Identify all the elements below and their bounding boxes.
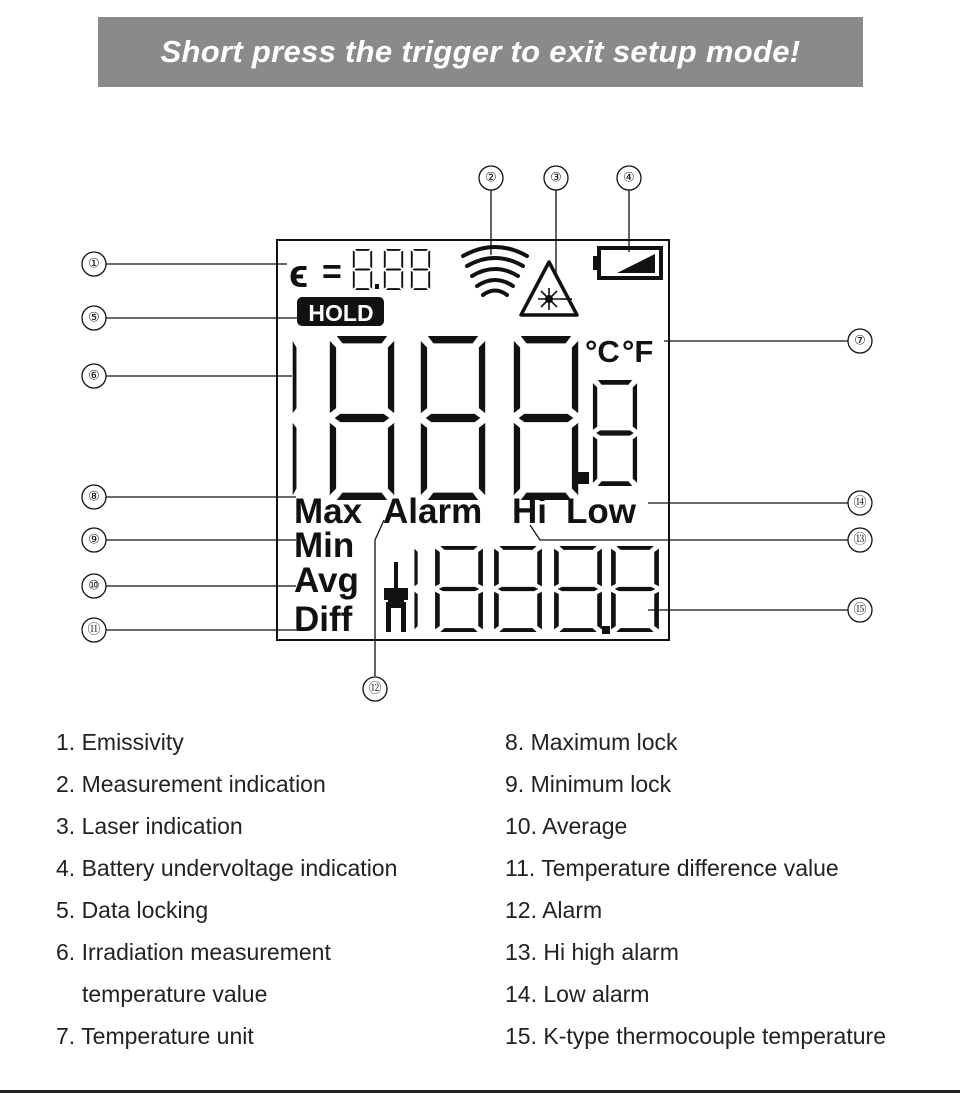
secondary-temperature-digits xyxy=(414,546,658,634)
callout-5 xyxy=(82,306,106,330)
emissivity-digits xyxy=(353,249,430,290)
legend-item: 3. Laser indication xyxy=(56,813,243,839)
battery-icon xyxy=(593,248,661,278)
callout-8 xyxy=(82,485,106,509)
svg-text:①: ① xyxy=(88,256,100,272)
callout-15 xyxy=(848,598,872,622)
svg-text:⑮: ⑮ xyxy=(853,602,867,618)
legend-right-column xyxy=(505,722,886,1058)
callout-9 xyxy=(82,528,106,552)
legend-left-column xyxy=(56,722,397,1058)
svg-text:⑭: ⑭ xyxy=(853,495,867,511)
epsilon-symbol: ϵ xyxy=(289,252,309,296)
svg-text:⑤: ⑤ xyxy=(88,310,100,326)
legend-item: 8. Maximum lock xyxy=(505,729,678,755)
callout-6 xyxy=(82,364,106,388)
callout-10 xyxy=(82,574,106,598)
legend-item: 11. Temperature difference value xyxy=(505,855,839,881)
svg-text:⑬: ⑬ xyxy=(853,532,867,548)
callout-1 xyxy=(82,252,106,276)
max-label: Max xyxy=(294,492,363,531)
min-label: Min xyxy=(294,526,355,565)
callout-13 xyxy=(848,528,872,552)
callout-12 xyxy=(363,677,387,701)
legend-item: 1. Emissivity xyxy=(56,729,184,755)
banner-text: Short press the trigger to exit setup mode! xyxy=(160,34,801,69)
legend-item: 14. Low alarm xyxy=(505,981,650,1007)
svg-text:⑩: ⑩ xyxy=(88,578,100,594)
bottom-divider xyxy=(0,1090,960,1093)
unit-fahrenheit: °F xyxy=(622,334,654,369)
legend-item: 4. Battery undervoltage indication xyxy=(56,855,398,881)
hi-label: Hi xyxy=(512,492,547,531)
legend-item-continuation: temperature value xyxy=(82,981,268,1007)
legend-item: 15. K-type thermocouple temperature xyxy=(505,1023,886,1049)
legend-item: 10. Average xyxy=(505,813,628,839)
wave-icon xyxy=(463,247,527,295)
callout-2 xyxy=(479,166,503,190)
svg-text:⑫: ⑫ xyxy=(368,681,382,697)
svg-text:④: ④ xyxy=(623,170,635,186)
legend-item: 13. Hi high alarm xyxy=(505,939,679,965)
callouts xyxy=(82,166,872,701)
callout-4 xyxy=(617,166,641,190)
callout-7 xyxy=(848,329,872,353)
diff-label: Diff xyxy=(294,600,353,639)
callout-3 xyxy=(544,166,568,190)
alarm-label: Alarm xyxy=(383,492,483,531)
callout-11 xyxy=(82,618,106,642)
legend-item: 6. Irradiation measurement xyxy=(56,939,331,965)
callout-14 xyxy=(848,491,872,515)
legend-item: 9. Minimum lock xyxy=(505,771,672,797)
laser-warning-icon xyxy=(521,262,577,315)
svg-text:②: ② xyxy=(485,170,497,186)
unit-celsius: °C xyxy=(585,334,620,369)
hold-label: HOLD xyxy=(308,300,374,326)
legend-item: 2. Measurement indication xyxy=(56,771,326,797)
svg-text:⑧: ⑧ xyxy=(88,489,100,505)
low-label: Low xyxy=(566,492,636,531)
emissivity-equals: = xyxy=(322,253,342,291)
legend-item: 5. Data locking xyxy=(56,897,209,923)
svg-text:⑨: ⑨ xyxy=(88,532,100,548)
legend-item: 12. Alarm xyxy=(505,897,603,923)
avg-label: Avg xyxy=(294,561,359,600)
svg-text:③: ③ xyxy=(550,170,562,186)
thermocouple-probe-icon xyxy=(384,562,408,632)
svg-text:⑥: ⑥ xyxy=(88,368,100,384)
svg-text:⑦: ⑦ xyxy=(854,333,866,349)
svg-text:⑪: ⑪ xyxy=(87,622,101,638)
legend-item: 7. Temperature unit xyxy=(56,1023,254,1049)
